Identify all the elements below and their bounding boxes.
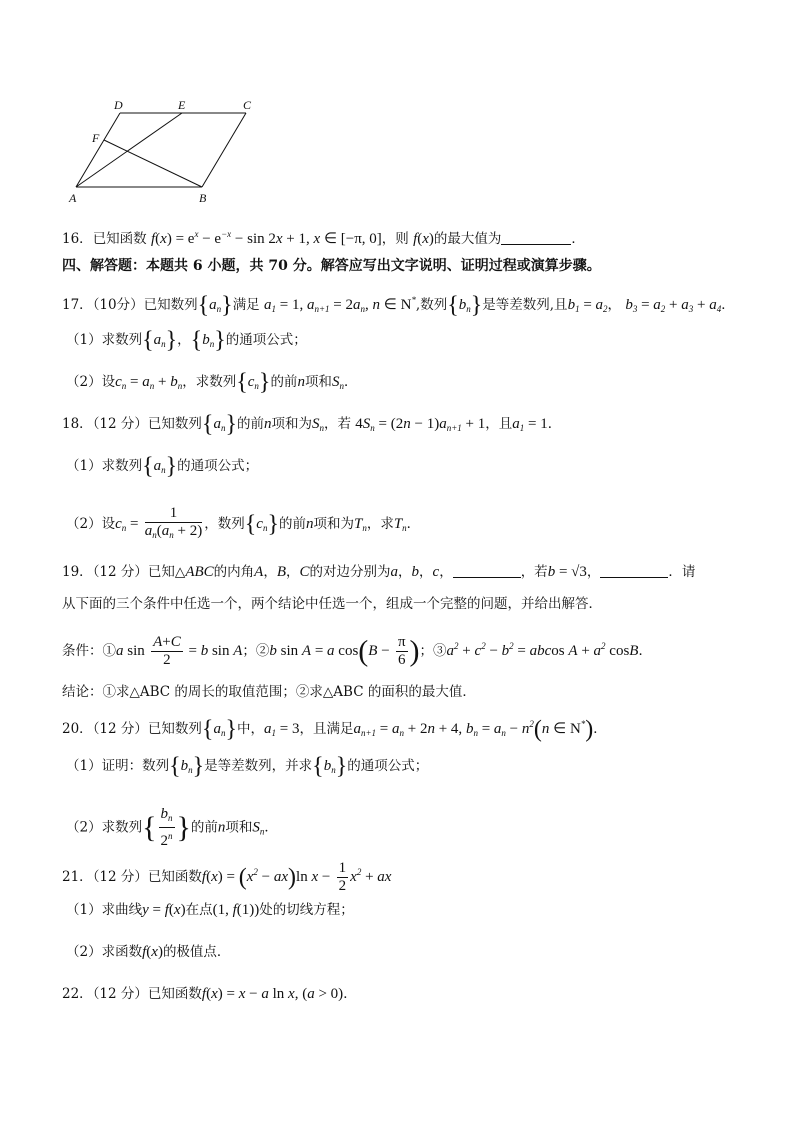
fraction-pi-over-6: $\frac{\pi}{6}$ — [397, 634, 406, 668]
fraction-a-plus-c: $\frac{A+C}{2}$ — [153, 634, 181, 668]
question-19: 19．（12 分）已知△ABC的内角A，B，C的对边分别为a，b，c， ，若b = √3， ．请 — [62, 564, 696, 580]
label-e: E — [178, 98, 186, 112]
question-19-conclusions: 结论：①求△ABC 的周长的取值范围；②求△ABC 的面积的最大值． — [62, 684, 476, 700]
question-18: 18．（12 分）已知数列$\{a_n\}$的前n项和为$S_n$，若 $4S_n = (2n - 1)a_{n+1} + 1$，且$a_1 = 1$． — [62, 411, 562, 438]
label-c: C — [243, 98, 252, 112]
question-20: 20．（12 分）已知数列$\{a_n\}$中，$a_1 = 3$，且满足$a_{n+1} = a_n + 2n + 4$, $b_n = a_n - n^2(n$ ∈ N*)． — [62, 716, 607, 743]
segment-ae — [76, 113, 182, 187]
label-d: D — [114, 98, 123, 112]
question-21-part-1: （1）求曲线y = f(x)在点(1, f(1))处的切线方程； — [66, 902, 354, 918]
question-21: 21．（12 分）已知函数$f(x) = (x^2 - ax)\ln$ x − $\frac{1}{2}$ $x^2$ + ax — [62, 860, 392, 894]
question-18-part-1: （1）求数列$\{a_n\}$的通项公式； — [66, 453, 259, 480]
question-17: 17．（10分）已知数列$\{a_n\}$满足 $a_1 = 1$, $a_{n+1} = 2a_n$, n ∈ N*,数列$\{b_n\}$是等差数列,且$b_1 = a_2$， $b_3 = a_2 + a_3 + a_4$． — [62, 292, 735, 319]
fraction-c-n: $\frac{1}{a_n(a_n + 2)}$ — [144, 505, 203, 540]
fraction-bn-over-2n: $\frac{b_n}{2^n}$ — [160, 806, 173, 849]
figure-lines — [76, 113, 246, 187]
question-21-part-2: （2）求函数f(x)的极值点． — [66, 944, 231, 960]
question-22: 22．（12 分）已知函数f(x) = x − a ln x, (a > 0)． — [62, 986, 357, 1002]
question-20-part-2: （2）求数列{ $\frac{b_n}{2^n}$ }的前n项和$S_n$． — [66, 806, 278, 849]
parallelogram-figure — [62, 96, 262, 208]
question-16: 16．已知函数 $f(x) = e^x - e^{-x} - \sin 2x + 1$, x ∈ [−π, 0]，则 f(x)的最大值为 ． — [62, 229, 585, 247]
fraction-one-half: $\frac{1}{2}$ — [338, 860, 347, 894]
segment-fb — [104, 140, 202, 187]
question-19-line-2: 从下面的三个条件中任选一个，两个结论中任选一个，组成一个完整的问题，并给出解答． — [62, 596, 602, 612]
question-20-part-1: （1）证明：数列$\{b_n\}$是等差数列，并求$\{b_n\}$的通项公式； — [66, 753, 429, 780]
label-f: F — [92, 131, 100, 145]
conclusion-blank — [600, 563, 668, 578]
answer-blank — [501, 230, 571, 245]
question-18-part-2: （2）设$c_n$ = $\frac{1}{a_n(a_n + 2)}$ ，数列$\{c_n\}$的前n项和为$T_n$，求$T_n$． — [66, 505, 420, 544]
question-19-conditions: 条件：①a sin $\frac{A+C}{2}$ = b sin A；②b sin A = a cos(B − $\frac{\pi}{6}$ )；$③a^2 + c^2 - b^2 = abcos$ $A + a^2$ cosB． — [62, 634, 652, 668]
edge-da — [76, 113, 120, 187]
label-a: A — [69, 191, 77, 205]
label-b: B — [199, 191, 207, 205]
section-4-title: 四、解答题：本题共 6 小题，共 70 分。解答应写出文字说明、证明过程或演算步骤。 — [62, 258, 601, 274]
question-17-part-2: （2）设$c_n = a_n + b_n$，求数列$\{c_n\}$的前n项和$S_n$． — [66, 369, 358, 396]
condition-blank — [453, 563, 521, 578]
edge-bc — [202, 113, 246, 187]
question-17-part-1: （1）求数列$\{a_n\}$，$\{b_n\}$的通项公式； — [66, 327, 307, 354]
